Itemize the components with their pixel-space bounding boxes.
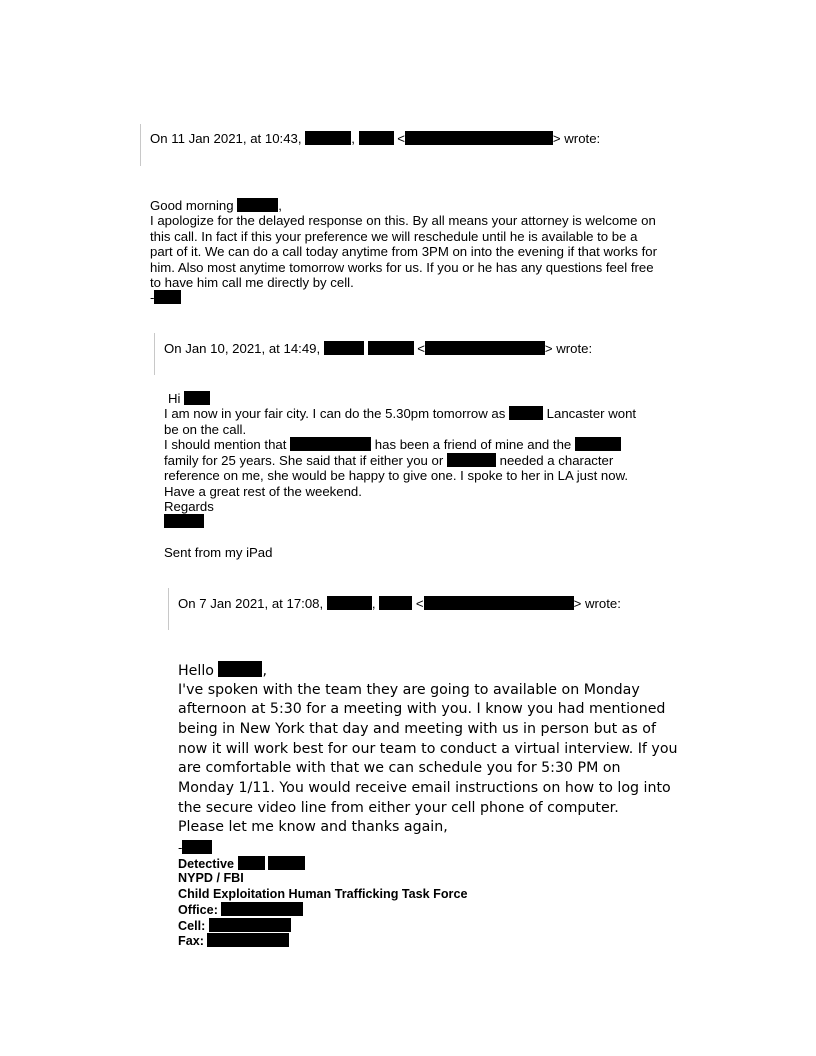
email-body-line: I apologize for the delayed response on this. By all means your attorney is welcome on: [150, 213, 656, 228]
header-comma: ,: [351, 131, 355, 146]
greeting-comma: ,: [262, 663, 267, 679]
redacted-name: [268, 856, 305, 870]
redacted-name: [379, 596, 412, 610]
greeting-text: Hi: [168, 391, 181, 406]
body-text: I am now in your fair city. I can do the 5.30pm tomorrow as: [164, 406, 506, 421]
header-comma: ,: [371, 596, 376, 611]
redacted-name: [218, 661, 262, 677]
email-header: [150, 131, 600, 147]
email-body-line: reference on me, she would be happy to give one. I spoke to her in LA just now.: [164, 468, 629, 483]
email-body-line: him. Also most anytime tomorrow works for us. If you or he has any questions feel free: [150, 260, 654, 275]
email-body-line: be on the call.: [164, 422, 247, 437]
quote-bar: [168, 588, 169, 630]
body-text: I should mention that: [164, 437, 287, 452]
header-lt: <: [417, 341, 425, 356]
header-prefix: On 11 Jan 2021, at 10:43,: [150, 131, 302, 146]
header-suffix: > wrote:: [552, 131, 601, 146]
email-body-line: Please let me know and thanks again,: [178, 819, 448, 835]
signature-line: [178, 840, 212, 856]
email-body-line: Have a great rest of the weekend.: [164, 484, 362, 499]
header-prefix: On Jan 10, 2021, at 14:49,: [164, 341, 321, 356]
email-body-line: I've spoken with the team they are going to available on Monday: [178, 682, 640, 698]
header-lt: <: [397, 131, 405, 146]
email-body-line: Monday 1/11. You would receive email instructions on how to log into: [178, 780, 671, 796]
email-body-line: the secure video line from either your cell phone of computer.: [178, 800, 619, 816]
email-header: [178, 596, 621, 612]
body-text: needed a character: [499, 453, 614, 468]
fax-label: Fax:: [178, 934, 204, 948]
signature-title-text: Detective: [178, 857, 235, 871]
redacted-email: [424, 596, 574, 610]
greeting-text: Hello: [178, 663, 214, 679]
redacted-phone: [209, 918, 291, 932]
signature-unit: Child Exploitation Human Trafficking Task Force: [178, 887, 468, 901]
redacted-name: [324, 341, 364, 355]
email-body-line: to have him call me directly by cell.: [150, 275, 354, 290]
email-header: [164, 341, 592, 357]
signature-org: NYPD / FBI: [178, 871, 244, 885]
quote-bar: [140, 124, 141, 166]
email-body-line: afternoon at 5:30 for a meeting with you. I know you had mentioned: [178, 701, 666, 717]
redacted-name: [237, 198, 278, 212]
redacted-name: [182, 840, 212, 854]
body-text: has been a friend of mine and the: [374, 437, 572, 452]
greeting-text: Good morning: [150, 198, 234, 213]
email-body-line: now it will work best for our team to conduct a virtual interview. If you: [178, 741, 678, 757]
email-body-line: [164, 453, 613, 469]
signature-line: [150, 290, 181, 306]
redacted-name: [184, 391, 210, 405]
email-greeting: [150, 198, 282, 214]
regards-line: Regards: [164, 499, 214, 514]
signature-office: [178, 902, 303, 919]
greeting-comma: ,: [278, 198, 282, 213]
redacted-name: [575, 437, 621, 451]
signature-dash: -: [178, 840, 183, 855]
office-label: Office:: [178, 903, 218, 917]
redacted-name: [359, 131, 394, 145]
header-suffix: > wrote:: [573, 596, 621, 611]
redacted-name: [290, 437, 371, 451]
header-prefix: On 7 Jan 2021, at 17:08,: [178, 596, 324, 611]
quote-bar: [154, 333, 155, 375]
email-body-line: being in New York that day and meeting with us in person but as of: [178, 721, 656, 737]
redacted-email: [425, 341, 545, 355]
redacted-name: [509, 406, 543, 420]
email-body-line: [164, 406, 636, 422]
redacted-name: [305, 131, 351, 145]
redacted-name: [368, 341, 414, 355]
redacted-name: [154, 290, 181, 304]
sent-from-line: Sent from my iPad: [164, 545, 273, 560]
header-suffix: > wrote:: [544, 341, 593, 356]
redacted-phone: [221, 902, 303, 916]
email-greeting: [178, 661, 267, 682]
redacted-email: [405, 131, 553, 145]
email-body-line: [164, 437, 621, 453]
email-body-line: this call. In fact if this your preference we will reschedule until he is available to be a: [150, 229, 638, 244]
email-body-line: are comfortable with that we can schedule you for 5:30 PM on: [178, 760, 621, 776]
body-text: Lancaster wont: [546, 406, 637, 421]
signature-fax: [178, 933, 289, 950]
cell-label: Cell:: [178, 919, 206, 933]
redacted-phone: [207, 933, 289, 947]
redacted-name: [327, 596, 372, 610]
redacted-name: [238, 856, 265, 870]
redacted-signature: [164, 514, 204, 528]
redacted-name: [447, 453, 496, 467]
email-body-line: part of it. We can do a call today anytime from 3PM on into the evening if that works for: [150, 244, 657, 259]
header-lt: <: [415, 596, 424, 611]
body-text: family for 25 years. She said that if either you or: [164, 453, 444, 468]
email-greeting: [168, 391, 210, 407]
signature-dash: -: [150, 290, 155, 305]
